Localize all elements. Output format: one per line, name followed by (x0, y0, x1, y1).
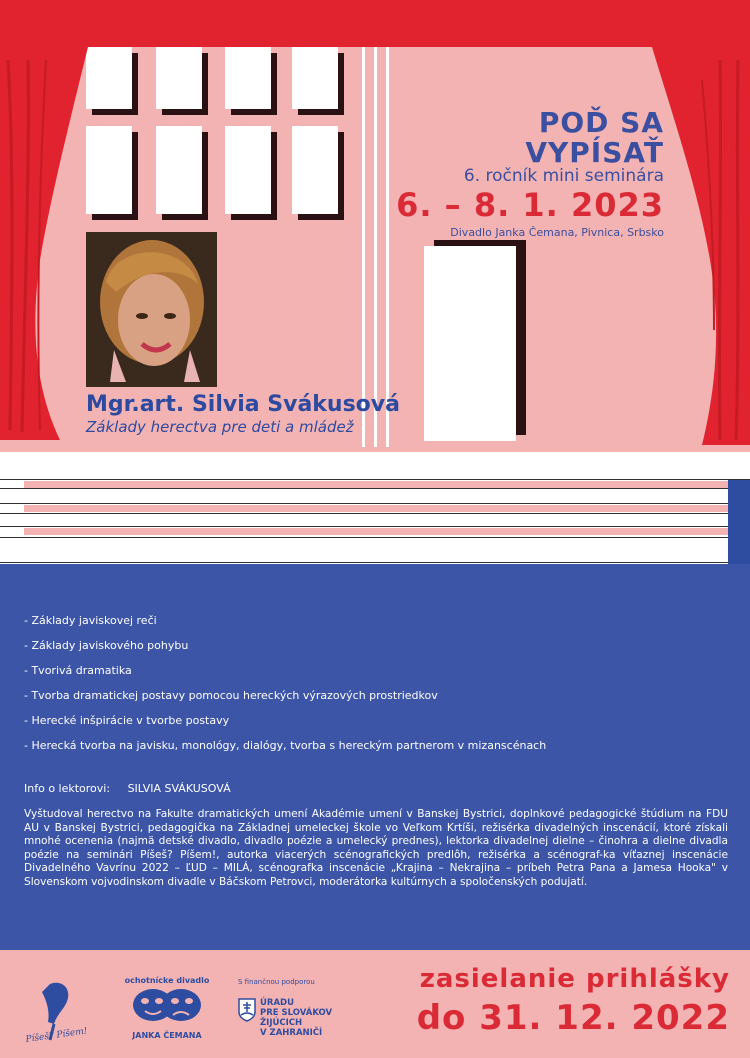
theater-logo-top: ochotnícke divadlo (124, 976, 210, 985)
window (86, 47, 132, 109)
topic-list (24, 608, 546, 758)
list-item: - Herecké inšpirácie v tvorbe postavy (24, 714, 230, 727)
window (292, 47, 338, 109)
list-item: - Základy javiskového pohybu (24, 639, 189, 652)
stage-illustration (0, 0, 750, 452)
list-item: - Herecká tvorba na javisku, monológy, dialógy, tvorba s hereckým partnerom v mizanscénach (24, 739, 547, 752)
support-label: S finančnou podporou (238, 978, 315, 986)
list-item: - Tvorba dramatickej postavy pomocou hereckých výrazových prostriedkov (24, 689, 438, 702)
deadline-date: do 31. 12. 2022 (416, 998, 730, 1038)
stripe (24, 528, 730, 535)
footer (0, 950, 750, 1058)
info-label: Info o lektorovi: (24, 782, 111, 795)
theater-logo-bottom: JANKA ČEMANA (132, 1031, 202, 1040)
lecturer-info (24, 782, 231, 795)
window (86, 126, 132, 214)
coat-of-arms-icon (238, 998, 256, 1022)
window (225, 126, 271, 214)
lecturer-bio: Vyštudoval herectvo na Fakulte dramatických umení Akadémie umení v Banskej Bystrici, doplnkové pedagogické štúdium na FDU AU v Banskej Bystrici, pedagogička na Základnej umeleckej škole vo Veľkom Krtíši, režisérka divadelných inscenácií, ktoré získali mnohé ocenenia (najmä detské divadlo, divadlo poézie a umelecký prednes), lektorka divadelnej dielne – činohra a dielne divadla poézie na seminári Píšeš? Píšem!, autorka viacerých scénografických predlôh, režisérka a scénograf-ka víťaznej inscenácie Divadelného Vavrínu 2022 – ĽUD – MILÁ, scénografka inscenácie „Krajina – Nekrajina – príbeh Petra Pana a Jamesa Hooka" v Slovenskom vojvodinskom divadle v Báčskom Petrovci, moderátorka kultúrnych a spoločenských podujatí. (24, 808, 728, 888)
event-dates: 6. – 8. 1. 2023 (396, 186, 664, 224)
left-curtain (0, 0, 90, 452)
lecturer-name: Mgr.art. Silvia Svákusová (86, 392, 400, 417)
list-item: - Tvorivá dramatika (24, 664, 132, 677)
deadline-label: zasielanie prihlášky (419, 964, 730, 994)
decor-line (374, 47, 377, 447)
stripe (24, 481, 730, 488)
content-panel (0, 564, 750, 950)
decor-line (362, 47, 365, 447)
support-org: ÚRADU PRE SLOVÁKOV ŽIJÚCICH V ZAHRANIČÍ (260, 998, 333, 1038)
theater-logo (120, 976, 214, 1058)
seminar-subtitle: Základy herectva pre deti a mládež (86, 418, 354, 436)
window (292, 126, 338, 214)
venue-text: Divadlo Janka Čemana, Pivnica, Srbsko (450, 226, 664, 239)
stripe (0, 537, 750, 563)
edition-text: 6. ročník mini seminára (463, 166, 664, 186)
window (225, 47, 271, 109)
stripe (0, 513, 750, 527)
headline: POĎ SA VYPÍSAŤ (525, 106, 664, 169)
info-name: SILVIA SVÁKUSOVÁ (127, 782, 231, 795)
masks-icon (125, 985, 209, 1025)
svg-text:Píšeš? Píšem!: Píšeš? Píšem! (25, 1026, 89, 1045)
decor-line (386, 47, 389, 447)
stage-door (424, 246, 516, 441)
stripe (0, 452, 750, 480)
stripe (0, 488, 750, 504)
support-logo (238, 978, 368, 1048)
list-item: - Základy javiskovej reči (24, 614, 157, 627)
curtain-valance (0, 0, 750, 47)
window (156, 126, 202, 214)
lecturer-photo (86, 232, 217, 387)
pises-pisem-logo (24, 978, 94, 1048)
window (156, 47, 202, 109)
stripe (24, 505, 730, 512)
stripe (728, 480, 750, 564)
stage-floor-stripes (0, 452, 750, 564)
